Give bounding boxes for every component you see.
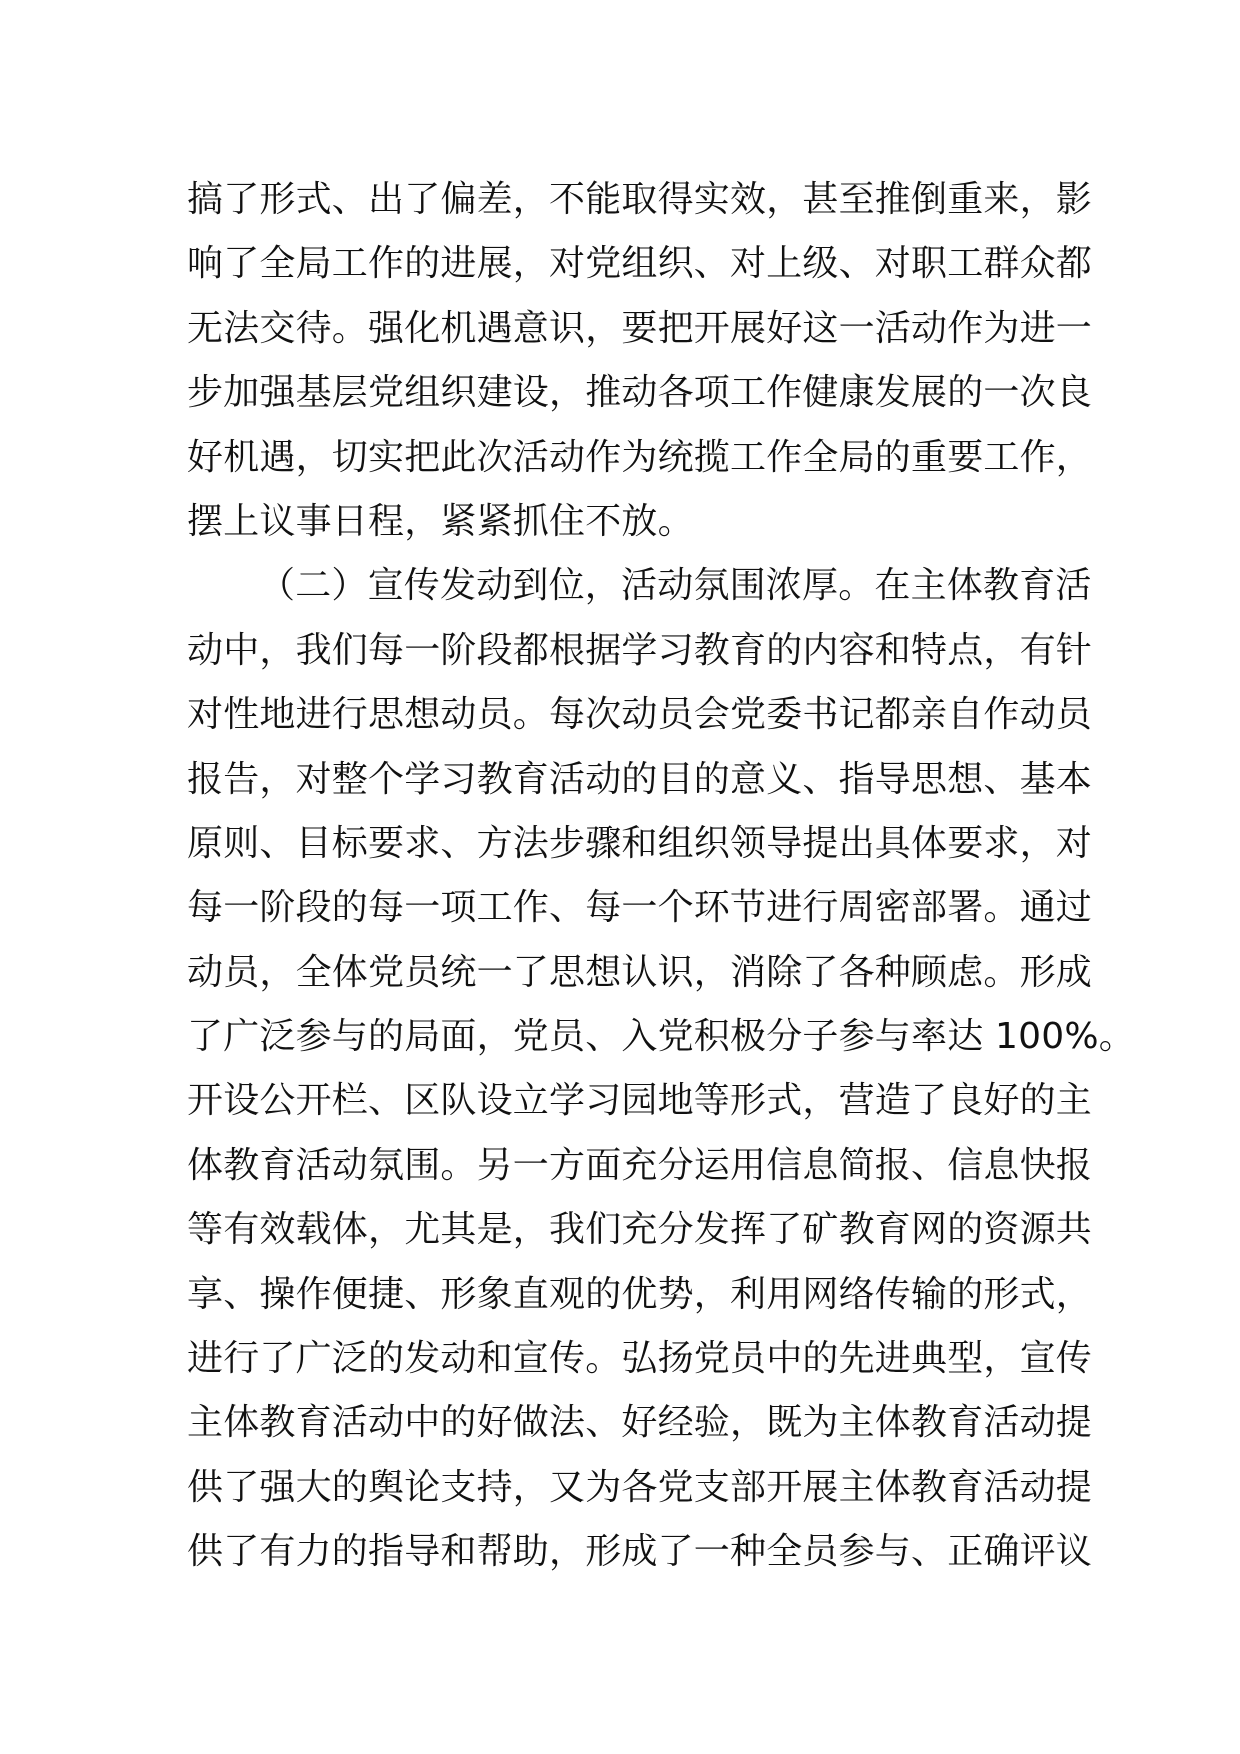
text-line: 摆上议事日程，紧紧抓住不放。 <box>187 500 694 542</box>
text-line: 每一阶段的每一项工作、每一个环节进行周密部署。通过 <box>187 887 1093 929</box>
text-line: 体教育活动氛围。另一方面充分运用信息简报、信息快报 <box>187 1144 1093 1186</box>
text-line: 开设公开栏、区队设立学习园地等形式，营造了良好的主 <box>187 1080 1093 1122</box>
text-line: 好机遇，切实把此次活动作为统揽工作全局的重要工作， <box>187 436 1093 478</box>
text-line: 对性地进行思想动员。每次动员会党委书记都亲自作动员 <box>187 694 1093 736</box>
text-line: 供了强大的舆论支持，又为各党支部开展主体教育活动提 <box>187 1466 1093 1508</box>
text-line: 无法交待。强化机遇意识，要把开展好这一活动作为进一 <box>187 307 1093 349</box>
text-line: 原则、目标要求、方法步骤和组织领导提出具体要求，对 <box>187 822 1093 864</box>
text-line: 响了全局工作的进展，对党组织、对上级、对职工群众都 <box>187 243 1093 285</box>
text-line: 动员，全体党员统一了思想认识，消除了各种顾虑。形成 <box>187 951 1093 993</box>
text-line: 了广泛参与的局面，党员、入党积极分子参与率达 100%。 <box>187 1016 1135 1058</box>
text-line: 步加强基层党组织建设，推动各项工作健康发展的一次良 <box>187 372 1093 414</box>
body-text <box>187 168 1135 1585</box>
text-line: 进行了广泛的发动和宣传。弘扬党员中的先进典型，宣传 <box>187 1338 1093 1380</box>
text-line: 动中，我们每一阶段都根据学习教育的内容和特点，有针 <box>187 629 1093 671</box>
text-line: 报告，对整个学习教育活动的目的意义、指导思想、基本 <box>187 758 1093 800</box>
text-line: 搞了形式、出了偏差，不能取得实效，甚至推倒重来，影 <box>187 179 1093 220</box>
section-heading-line: （二）宣传发动到位，活动氛围浓厚。在主体教育活 <box>259 565 1092 607</box>
text-line: 主体教育活动中的好做法、好经验，既为主体教育活动提 <box>187 1402 1093 1444</box>
text-line: 供了有力的指导和帮助，形成了一种全员参与、正确评议 <box>187 1531 1093 1573</box>
text-line: 等有效载体，尤其是，我们充分发挥了矿教育网的资源共 <box>187 1209 1093 1251</box>
text-line: 享、操作便捷、形象直观的优势，利用网络传输的形式， <box>187 1273 1093 1315</box>
